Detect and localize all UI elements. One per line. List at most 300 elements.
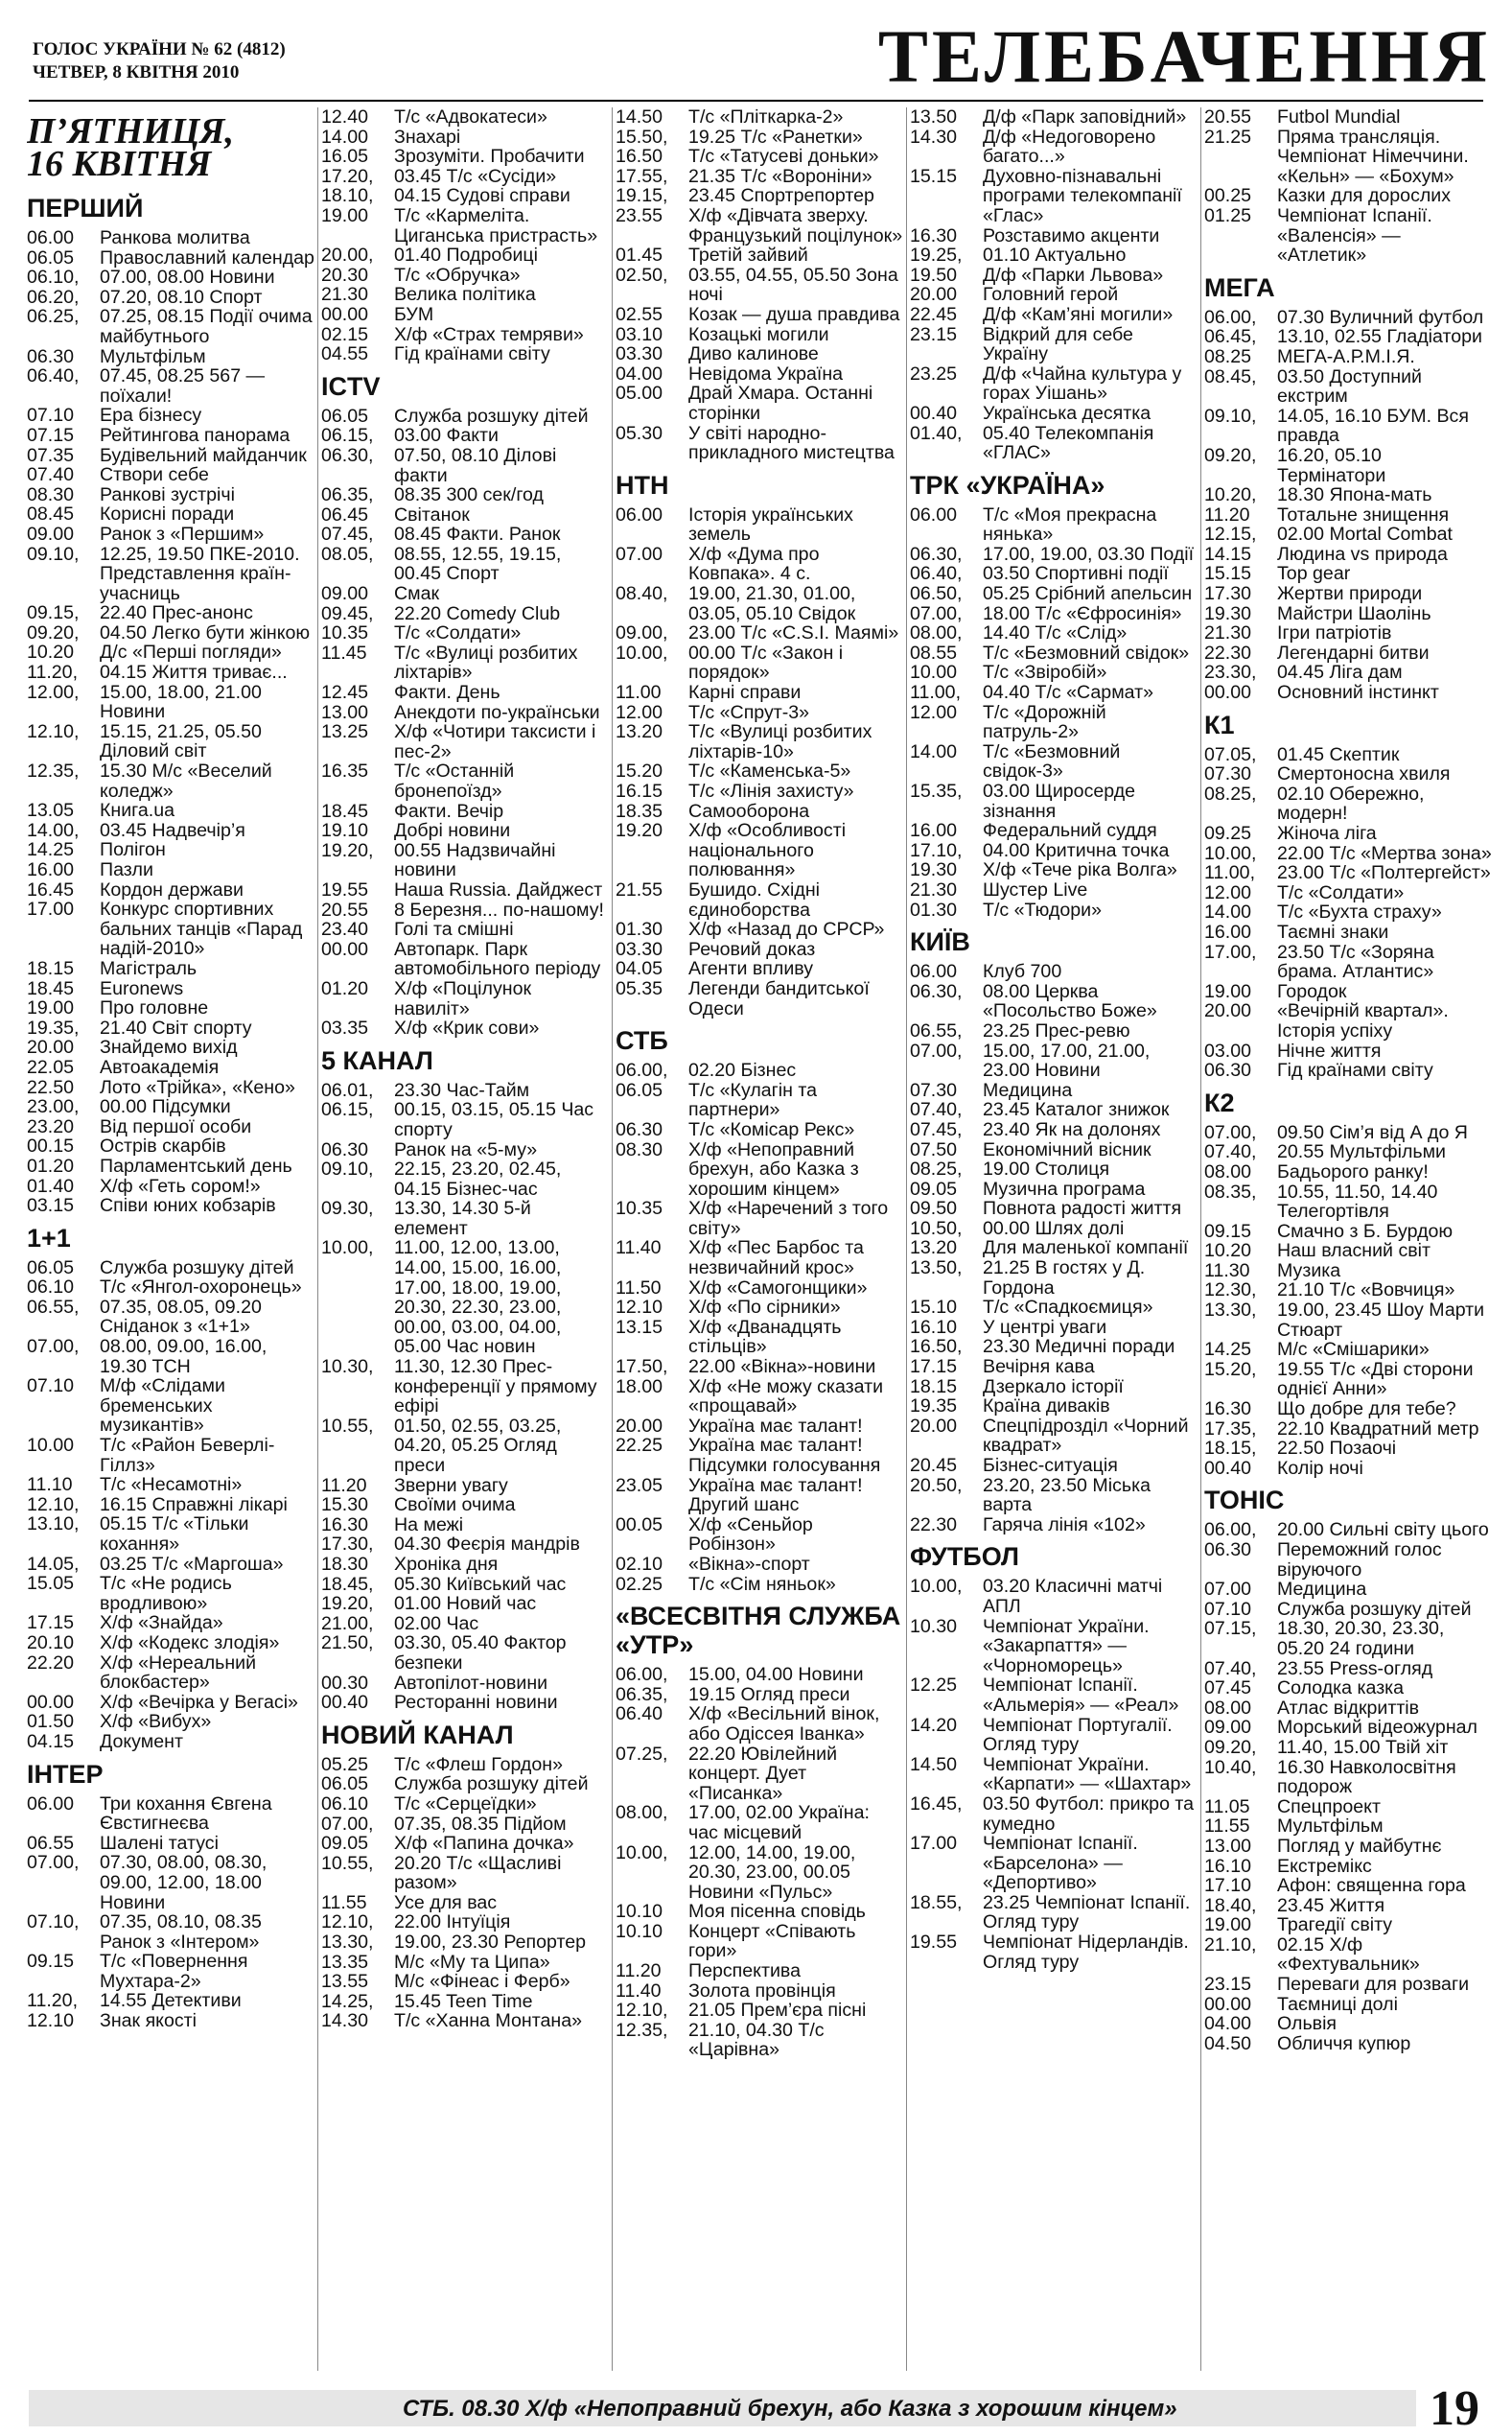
program-time: 13.55 — [321, 1971, 369, 1993]
program-time: 09.20, — [1204, 1736, 1257, 1758]
program-title: 22.10 Квадратний метр — [1277, 1417, 1479, 1440]
program-row — [27, 801, 314, 821]
program-time: 12.10 — [616, 1297, 663, 1319]
program-row — [616, 147, 903, 167]
program-row — [321, 1932, 609, 1953]
program-title: 19.00 Столиця — [983, 1159, 1110, 1181]
program-time: 18.45, — [321, 1573, 374, 1595]
program-time: 00.40 — [1204, 1457, 1252, 1479]
program-row — [910, 860, 1198, 880]
program-row — [1204, 1837, 1492, 1857]
program-title: Кордон держави — [100, 878, 244, 901]
program-row — [321, 266, 609, 286]
program-time: 19.20, — [321, 839, 374, 861]
program-time: 09.10, — [27, 543, 80, 565]
program-row — [910, 1199, 1198, 1219]
program-row — [27, 1653, 314, 1693]
program-title: 07.20, 08.10 Спорт — [100, 286, 263, 308]
program-row — [616, 107, 903, 128]
program-title: Мультфільм — [1277, 1815, 1384, 1838]
program-time: 14.50 — [910, 1753, 958, 1775]
program-title: Книга.ua — [100, 800, 175, 822]
program-time: 04.15 — [27, 1730, 75, 1752]
program-row — [27, 880, 314, 901]
program-time: 16.45 — [27, 878, 75, 901]
program-time: 07.15, — [1204, 1618, 1257, 1640]
program-title: Х/ф «Чотири таксисти і пес-2» — [394, 721, 596, 762]
program-row — [1204, 623, 1492, 644]
program-row — [321, 1893, 609, 1913]
program-title: Знак якості — [100, 2010, 197, 2032]
program-title: 23.45 Спортрепортер — [688, 185, 874, 207]
program-time: 03.35 — [321, 1018, 369, 1040]
program-time: 20.30 — [321, 264, 369, 286]
program-row — [27, 1436, 314, 1475]
program-title: Хроніка дня — [394, 1553, 499, 1575]
program-row — [910, 1893, 1198, 1932]
program-time: 07.15 — [27, 424, 75, 446]
program-time: 15.20 — [616, 761, 663, 783]
program-time: 00.00 — [27, 1691, 75, 1713]
program-title: 01.50, 02.55, 03.25, 04.20, 05.25 Огляд преси — [394, 1415, 562, 1476]
program-row — [321, 979, 609, 1019]
program-time: 16.30 — [1204, 1398, 1252, 1420]
program-title: Бізнес-ситуація — [983, 1455, 1118, 1476]
program-time: 21.50, — [321, 1632, 374, 1654]
program-time: 04.00 — [616, 363, 663, 385]
program-title: 07.35, 08.35 Підйом — [394, 1813, 567, 1835]
program-time: 07.45, — [321, 524, 374, 546]
program-time: 11.30 — [1204, 1259, 1250, 1281]
program-row — [910, 167, 1198, 226]
program-time: 12.15, — [1204, 524, 1257, 546]
program-time: 07.00 — [1204, 1579, 1252, 1601]
program-row — [1204, 564, 1492, 584]
program-row — [27, 979, 314, 999]
program-time: 20.55 — [321, 899, 369, 921]
program-title: Чемпіонат Іспанії. «Альмерія» — «Реал» — [983, 1675, 1179, 1716]
program-row — [1204, 1261, 1492, 1281]
program-time: 02.50, — [616, 264, 668, 286]
program-time: 18.40, — [1204, 1894, 1257, 1916]
program-time: 06.30, — [910, 543, 963, 565]
program-time: 14.00 — [321, 126, 369, 148]
program-title: Х/ф «Вибух» — [100, 1711, 212, 1733]
program-row — [1204, 1619, 1492, 1658]
program-title: Д/ф «Кам’яні могили» — [983, 303, 1174, 325]
program-time: 02.10 — [616, 1553, 663, 1575]
program-time: 08.05, — [321, 543, 374, 565]
day-title: П’ЯТНИЦЯ, 16 КВІТНЯ — [27, 111, 234, 184]
program-row — [616, 505, 903, 545]
program-title: Україна має талант! Другий шанс — [688, 1474, 863, 1516]
program-row — [27, 722, 314, 761]
program-time: 11.05 — [1204, 1795, 1250, 1817]
program-row — [27, 268, 314, 288]
program-time: 13.25 — [321, 721, 369, 743]
program-title: 15.15, 21.25, 05.50 Діловий світ — [100, 720, 262, 762]
program-row — [27, 1337, 314, 1376]
program-time: 11.00, — [1204, 862, 1256, 884]
program-title: 23.45 Каталог знижок — [983, 1099, 1170, 1121]
program-row — [1204, 785, 1492, 824]
program-row — [1204, 407, 1492, 446]
program-title: 19.15 Огляд преси — [688, 1683, 850, 1705]
program-title: Усе для вас — [394, 1891, 498, 1913]
program-row — [910, 1238, 1198, 1258]
program-title: Т/с «Безмовний свідок-3» — [983, 740, 1121, 783]
program-row — [910, 782, 1198, 821]
program-row — [1204, 1042, 1492, 1062]
program-row — [1204, 1399, 1492, 1419]
program-title: 20.55 Мультфільми — [1277, 1141, 1446, 1163]
program-row — [321, 305, 609, 325]
program-title: 17.00, 02.00 Україна: час місцевий — [688, 1802, 870, 1843]
program-time: 10.55, — [321, 1852, 374, 1874]
program-row — [321, 285, 609, 305]
program-row — [910, 880, 1198, 901]
program-title: 22.20 Comedy Club — [394, 602, 561, 624]
program-title: Мультфільм — [100, 345, 206, 367]
program-title: Смак — [394, 583, 440, 605]
program-time: 10.00, — [1204, 842, 1257, 864]
program-time: 16.10 — [910, 1316, 958, 1338]
program-title: Т/с «Кулагін та партнери» — [688, 1079, 818, 1121]
program-title: 16.15 Справжні лікарі — [100, 1493, 288, 1515]
program-time: 06.00, — [616, 1060, 668, 1082]
program-time: 10.20, — [1204, 484, 1257, 506]
program-row — [910, 1337, 1198, 1357]
program-time: 08.00 — [1204, 1160, 1252, 1183]
program-title: Концерт «Співають гори» — [688, 1920, 856, 1962]
program-title: Х/ф «Наречений з того світу» — [688, 1198, 889, 1239]
program-row — [1204, 943, 1492, 982]
program-time: 18.00 — [616, 1375, 663, 1397]
program-title: Х/ф «Кодекс злодія» — [100, 1631, 280, 1653]
program-title: 00.00 Т/с «Закон і порядок» — [688, 642, 844, 684]
program-row — [1204, 1857, 1492, 1877]
program-title: 03.50 Доступний екстрим — [1277, 365, 1422, 408]
program-title: Бадьорого ранку! — [1277, 1160, 1429, 1183]
program-time: 12.00 — [1204, 881, 1252, 903]
program-time: 13.30, — [321, 1932, 374, 1954]
program-row — [321, 604, 609, 624]
program-title: Т/с «Ханна Монтана» — [394, 2010, 583, 2032]
program-title: Музика — [1277, 1259, 1341, 1281]
program-row — [910, 1577, 1198, 1616]
program-title: 13.10, 02.55 Гладіатори — [1277, 326, 1482, 348]
program-time: 11.20 — [321, 1474, 367, 1496]
program-row — [616, 128, 903, 148]
program-row — [1204, 1935, 1492, 1975]
program-row — [321, 525, 609, 545]
program-row — [27, 1712, 314, 1732]
program-row — [616, 1298, 903, 1318]
program-row — [1204, 1520, 1492, 1540]
program-row — [321, 1019, 609, 1039]
program-row — [616, 1061, 903, 1081]
program-time: 11.20, — [27, 1990, 79, 2012]
program-title: Чемпіонат України. «Закарпаття» — «Чорноморець» — [983, 1615, 1150, 1676]
program-title: 23.30 Час-Тайм — [394, 1079, 530, 1101]
program-title: Створи себе — [100, 464, 209, 486]
program-time: 00.30 — [321, 1672, 369, 1694]
program-row — [910, 1357, 1198, 1377]
program-time: 07.00, — [27, 1336, 80, 1358]
program-row — [910, 564, 1198, 584]
program-row — [910, 128, 1198, 167]
program-title: 04.15 Судові справи — [394, 185, 570, 207]
program-title: 21.40 Світ спорту — [100, 1017, 252, 1039]
program-row — [1204, 1222, 1492, 1242]
program-time: 06.05 — [27, 246, 75, 269]
program-time: 12.00 — [910, 701, 958, 723]
program-row — [1204, 1975, 1492, 1995]
program-row — [1204, 584, 1492, 604]
program-time: 09.20, — [27, 621, 80, 644]
program-time: 10.50, — [910, 1217, 963, 1239]
program-row — [1204, 1459, 1492, 1479]
program-time: 22.45 — [910, 303, 958, 325]
program-row — [616, 959, 903, 979]
program-time: 06.30 — [1204, 1060, 1252, 1082]
program-time: 07.40, — [1204, 1141, 1257, 1163]
channel-heading: К1 — [1204, 710, 1235, 739]
program-title: Рейтингова панорама — [100, 424, 291, 446]
program-time: 13.30, — [1204, 1300, 1257, 1322]
program-title: Для маленької компанії — [983, 1237, 1189, 1259]
program-title: 17.00, 19.00, 03.30 Події — [983, 543, 1195, 565]
program-title: Ресторанні новини — [394, 1692, 558, 1714]
program-title: М/с «Смішарики» — [1277, 1339, 1430, 1361]
program-title: Пазли — [100, 859, 153, 880]
program-title: 00.00 Шлях долі — [983, 1217, 1125, 1239]
program-title: 21.05 Прем’єра пісні — [688, 2000, 867, 2022]
program-time: 20.00, — [321, 245, 374, 267]
program-row — [616, 761, 903, 782]
program-time: 08.35, — [1204, 1181, 1257, 1203]
program-row — [910, 604, 1198, 624]
program-row — [1204, 1995, 1492, 2015]
program-row — [27, 465, 314, 485]
program-title: 22.40 Прес-анонс — [100, 602, 253, 624]
program-row — [1204, 604, 1492, 624]
program-title: 23.30 Медичні поради — [983, 1336, 1175, 1358]
program-row — [1204, 644, 1492, 664]
program-time: 07.45, — [910, 1118, 963, 1140]
program-title: 13.30, 14.30 5-й елемент — [394, 1198, 531, 1239]
program-title: 14.05, 16.10 БУМ. Вся правда — [1277, 405, 1469, 447]
program-time: 12.10, — [616, 2000, 668, 2022]
program-title: Т/с «Спадкоємиця» — [983, 1297, 1153, 1319]
program-time: 14.25 — [27, 839, 75, 861]
program-time: 07.10, — [27, 1911, 80, 1933]
program-time: 00.25 — [1204, 185, 1252, 207]
program-title: Основний інстинкт — [1277, 682, 1439, 704]
program-title: Головний герой — [983, 284, 1119, 306]
program-time: 01.30 — [910, 899, 958, 921]
program-title: МЕГА-А.Р.М.І.Я. — [1277, 345, 1415, 367]
program-row — [1204, 1896, 1492, 1916]
program-row — [1204, 764, 1492, 785]
program-time: 09.45, — [321, 602, 374, 624]
program-title: Козак — душа правдива — [688, 303, 900, 325]
program-time: 07.35 — [27, 444, 75, 466]
program-time: 01.20 — [321, 977, 369, 999]
program-time: 15.30 — [321, 1494, 369, 1516]
program-row — [1204, 683, 1492, 703]
program-row — [27, 1495, 314, 1515]
program-time: 22.05 — [27, 1056, 75, 1078]
program-time: 09.00 — [321, 583, 369, 605]
program-time: 17.00, — [1204, 941, 1257, 963]
program-row — [910, 1021, 1198, 1042]
program-time: 06.45 — [321, 504, 369, 526]
program-row — [1204, 1738, 1492, 1758]
program-row — [910, 325, 1198, 364]
program-title: 10.55, 11.50, 14.40 Телегортівля — [1277, 1181, 1438, 1223]
program-row — [616, 545, 903, 584]
program-time: 06.00 — [616, 504, 663, 526]
program-title: 20.20 Т/с «Щасливі разом» — [394, 1852, 562, 1894]
program-row — [1204, 2034, 1492, 2054]
program-title: Смертоносна хвиля — [1277, 763, 1451, 785]
program-time: 12.30, — [1204, 1279, 1257, 1301]
program-title: 03.30, 05.40 Фактор безпеки — [394, 1632, 567, 1674]
program-row — [1204, 1758, 1492, 1797]
program-row — [910, 1515, 1198, 1535]
program-row — [910, 982, 1198, 1021]
program-title: Самооборона — [688, 800, 810, 822]
program-title: Третій зайвий — [688, 245, 808, 267]
program-time: 17.35, — [1204, 1417, 1257, 1440]
program-time: 01.45 — [616, 245, 663, 267]
program-title: 05.30 Київський час — [394, 1573, 567, 1595]
program-row — [910, 584, 1198, 604]
program-time: 09.15 — [27, 1951, 75, 1973]
program-title: 02.00 Час — [394, 1612, 479, 1634]
program-row — [27, 603, 314, 623]
program-row — [616, 821, 903, 880]
program-title: Гаряча лінія «102» — [983, 1513, 1146, 1535]
program-title: Х/ф «Назад до СРСР» — [688, 919, 885, 941]
program-time: 06.15, — [321, 1099, 374, 1121]
program-row — [321, 186, 609, 206]
program-title: 03.25 Т/с «Маргоша» — [100, 1553, 284, 1575]
program-row — [1204, 545, 1492, 565]
program-row — [321, 1159, 609, 1199]
program-title: 03.45 Надвечір’я — [100, 819, 245, 841]
program-row — [1204, 883, 1492, 903]
program-row — [27, 545, 314, 604]
program-title: Т/с «Бухта страху» — [1277, 902, 1442, 924]
program-row — [616, 1704, 903, 1744]
program-title: Наш власний світ — [1277, 1240, 1431, 1262]
program-time: 10.20 — [1204, 1240, 1252, 1262]
program-time: 17.30, — [321, 1534, 374, 1556]
program-title: Майстри Шаолінь — [1277, 602, 1431, 624]
program-time: 20.50, — [910, 1474, 963, 1496]
program-time: 04.55 — [321, 343, 369, 365]
program-title: Чемпіонат Іспанії. «Барселона» — «Депортиво» — [983, 1833, 1138, 1894]
program-row — [910, 545, 1198, 565]
program-row — [27, 1376, 314, 1436]
program-row — [910, 505, 1198, 545]
program-title: «Вечірній квартал». Історія успіху — [1277, 1000, 1449, 1042]
program-time: 10.00, — [616, 642, 668, 664]
program-title: 11.30, 12.30 Прес-конференції у прямому ефірі — [394, 1356, 597, 1417]
program-title: Легендарні битви — [1277, 642, 1430, 664]
program-title: Спецпідрозділ «Чорний квадрат» — [983, 1415, 1189, 1457]
program-time: 03.30 — [616, 343, 663, 365]
program-row — [321, 1815, 609, 1835]
program-row — [1204, 1698, 1492, 1719]
program-title: Будівельний майданчик — [100, 444, 307, 466]
channel-heading: «ВСЕСВІТНЯ СЛУЖБА «УТР» — [616, 1602, 901, 1660]
channel-heading: НОВИЙ КАНАЛ — [321, 1720, 514, 1749]
program-row — [616, 1436, 903, 1475]
program-row — [616, 1902, 903, 1922]
program-time: 02.15 — [321, 323, 369, 345]
program-row — [321, 1854, 609, 1893]
program-title: М/с «Му та Ципа» — [394, 1951, 550, 1973]
program-time: 06.40 — [616, 1703, 663, 1725]
program-row — [616, 1843, 903, 1903]
program-title: Т/с «Останній бронепоїзд» — [394, 761, 515, 802]
program-row — [321, 1357, 609, 1417]
program-time: 03.00 — [1204, 1040, 1252, 1062]
program-time: 07.00, — [321, 1813, 374, 1835]
program-time: 20.55 — [1204, 107, 1252, 128]
program-row — [910, 644, 1198, 664]
program-time: 20.00 — [616, 1415, 663, 1437]
program-row — [27, 998, 314, 1019]
program-row — [27, 683, 314, 722]
program-row — [321, 644, 609, 683]
program-title: Економічний вісник — [983, 1138, 1151, 1160]
program-time: 16.00 — [27, 859, 75, 880]
program-row — [910, 1932, 1198, 1972]
program-time: 23.00, — [27, 1096, 80, 1118]
program-row — [1204, 485, 1492, 505]
program-title: 18.30 Япона-мать — [1277, 484, 1432, 506]
program-time: 06.15, — [321, 425, 374, 447]
program-row — [321, 1417, 609, 1476]
program-row — [321, 1693, 609, 1713]
channel-heading: НТН — [616, 470, 669, 500]
program-title: 23.25 Чемпіонат Іспанії. Огляд туру — [983, 1891, 1191, 1933]
program-title: Ігри патріотів — [1277, 622, 1392, 644]
program-row — [27, 663, 314, 683]
program-title: Музична програма — [983, 1178, 1146, 1200]
program-title: Ранкова молитва — [100, 227, 250, 248]
program-row — [27, 761, 314, 801]
program-title: Солодка казка — [1277, 1677, 1405, 1699]
program-time: 08.30 — [27, 483, 75, 505]
program-title: 15.00, 04.00 Новини — [688, 1664, 864, 1686]
program-time: 21.55 — [616, 878, 663, 901]
program-time: 11.20 — [616, 1960, 662, 1982]
program-title: Дзеркало історії — [983, 1375, 1124, 1397]
program-title: Пряма трансляція. Чемпіонат Німеччини. «Кельн» — «Бохум» — [1277, 126, 1469, 187]
program-time: 07.50 — [910, 1138, 958, 1160]
program-row — [616, 206, 903, 246]
program-row — [1204, 308, 1492, 328]
program-row — [27, 1555, 314, 1575]
program-title: Казки для дорослих — [1277, 185, 1452, 207]
program-title: 23.40 Як на долонях — [983, 1118, 1161, 1140]
program-title: Х/ф «Пес Барбос та незвичайний крос» — [688, 1237, 864, 1279]
